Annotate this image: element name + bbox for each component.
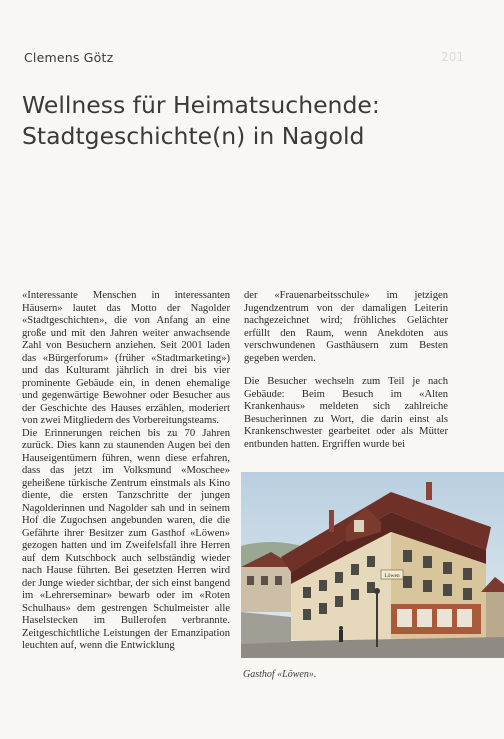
paragraph: Die Besucher wechseln zum Teil je nach Gebäude: Beim Besuch im «Alten Krankenhaus» meldeten sich zahlreiche Besucherinnen zu Wort, die darin einst als Krankenschwester gearbeitet oder als Mütter entbunden hatten. Ergriffen wurde bei (244, 376, 448, 450)
title-line-1: Wellness für Heimatsuchende: (22, 91, 380, 119)
article-title (22, 90, 492, 152)
title-line-2: Stadtgeschichte(n) in Nagold (22, 122, 365, 150)
figure-caption: Gasthof «Löwen». (243, 669, 317, 680)
paragraph: Die Erinnerungen reichen bis zu 70 Jahren zurück. Dies kann zu staunenden Augen bei den Hauseigentümern führen, wenn diese erfahren, dass das jetzt im Volksmund «Moschee» geheißene türkische Zentrum einstmals als Kino diente, die ersten Tanzschritte der jungen Nagolderinnen und Nagolder sah und in seinem Hof die Zugochsen angebunden waren, die die Gefährte ihrer Besitzer zum Gasthof «Löwen» gezogen hatten und im Zweifelsfall ihre Herren auf dem Kutschbock auch selbständig wieder nach Hause führten. Bei gesetzten Herren wird der Junge wieder sichtbar, der sich einst bangend im «Lehrerseminar» bewarb oder im «Roten Schulhaus» dem gestrengen Schulmeister alle Haselstecken im Bullerofen verbrannte. Zeitgeschichtliche Leistungen der Emanzipation leuchten auf, wenn die Entwicklung (22, 427, 230, 651)
body-column-right (244, 290, 448, 451)
body-column-left (22, 290, 230, 653)
paragraph: «Interessante Menschen in interessanten Häusern» lautet das Motto der Nagolder «Stadtgeschichten», die von Anfang an eine große und mit den Jahren weiter anwachsende Zahl von Besuchern anziehen. Seit 2001 laden das «Bürgerforum» (früher «Stadtmarketing») und das Kulturamt jährlich in drei bis vier prominente Gebäude ein, in denen ehemalige und gegenwärtige Bewohner oder Besucher aus der Geschichte des Hauses erzählen, moderiert von zwei Mitgliedern des Vorbereitungsteams. (22, 290, 230, 426)
photo-sign-text: Löwen (384, 573, 400, 579)
author-name: Clemens Götz (24, 50, 114, 65)
page-number: 201 (441, 50, 464, 64)
paragraph: der «Frauenarbeitsschule» im jetzigen Jugendzentrum von der damaligen Leiterin nachgezeichnet wird; fröhliches Gelächter erfüllt den Raum, wenn Anekdoten aus verschwundenen Gasthäusern zum Besten gegeben werden. (244, 290, 448, 364)
photo-gasthof-loewen (241, 472, 504, 658)
